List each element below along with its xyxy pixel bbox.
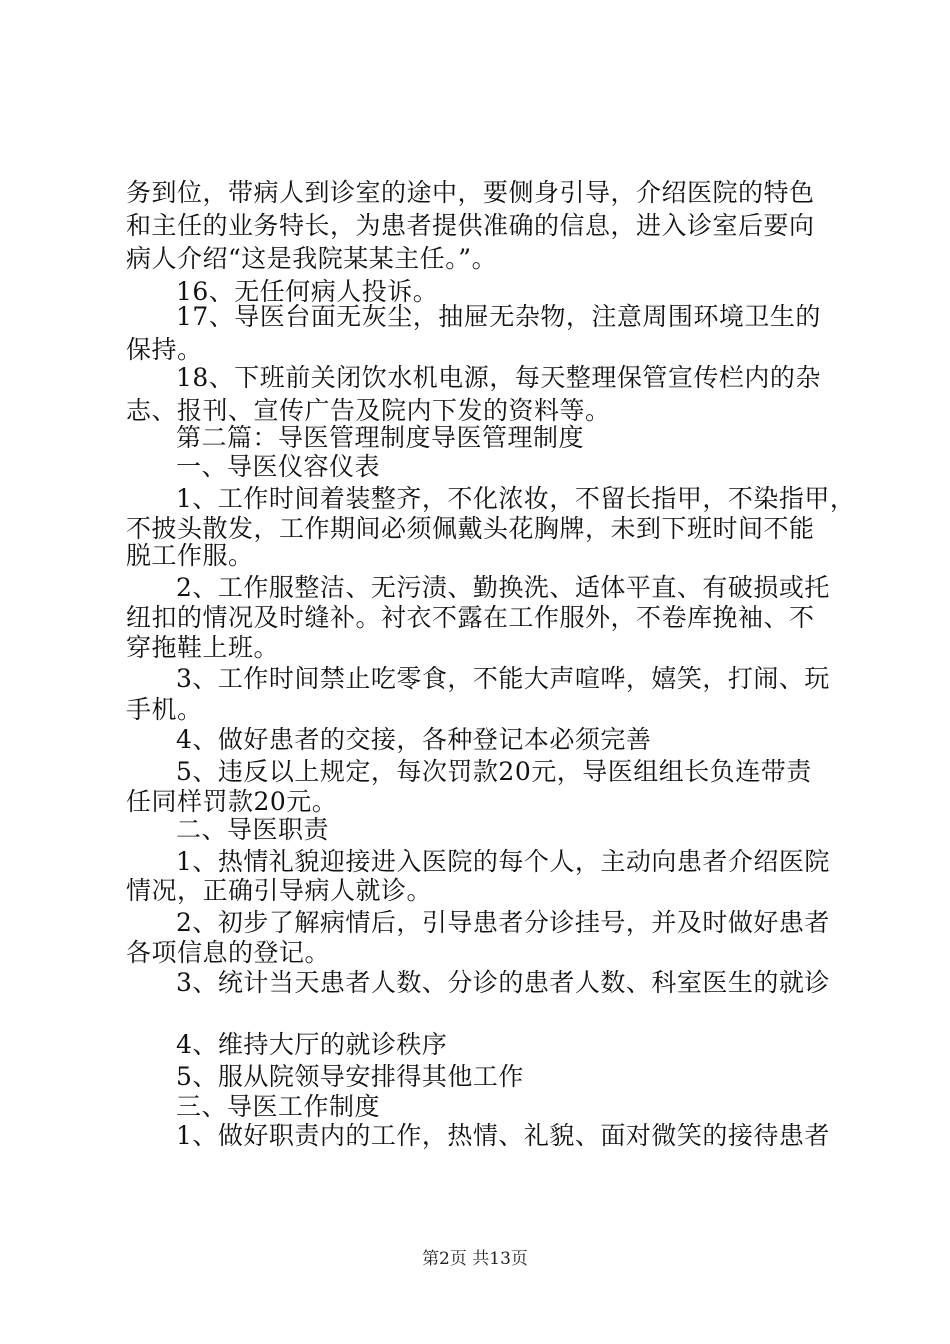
- section-heading: 第二篇：导医管理制度导医管理制度: [176, 423, 585, 452]
- text-line: 16、无任何病人投诉。: [176, 277, 439, 306]
- text-line: 手机。: [126, 695, 203, 724]
- text-line: 保持。: [126, 335, 203, 364]
- text-line: 18、下班前关闭饮水机电源，每天整理保管宣传栏内的杂: [176, 363, 821, 392]
- text-line: 5、服从院领导安排得其他工作: [176, 1062, 524, 1091]
- text-line: 务到位，带病人到诊室的途中，要侧身引导，介绍医院的特色: [126, 178, 815, 207]
- text-line: 17、导医台面无灰尘，抽屉无杂物，注意周围环境卫生的: [176, 302, 821, 331]
- text-line: 3、统计当天患者人数、分诊的患者人数、科室医生的就诊: [176, 968, 830, 997]
- text-line: 1、工作时间着装整齐，不化浓妆，不留长指甲，不染指甲，: [176, 484, 856, 513]
- text-line: 2、工作服整洁、无污渍、勤换洗、适体平直、有破损或托: [176, 573, 830, 602]
- text-line: 5、违反以上规定，每次罚款20元，导医组组长负连带责: [176, 757, 812, 786]
- text-line: 志、报刊、宣传广告及院内下发的资料等。: [126, 396, 611, 425]
- text-line: 4、维持大厅的就诊秩序: [176, 1030, 448, 1059]
- text-line: 任同样罚款20元。: [126, 787, 338, 816]
- text-line: 情况，正确引导病人就诊。: [126, 876, 433, 905]
- text-line: 2、初步了解病情后，引导患者分诊挂号，并及时做好患者: [176, 908, 830, 937]
- text-line: 脱工作服。: [126, 541, 254, 570]
- subsection-heading: 二、导医职责: [176, 815, 330, 844]
- text-line: 各项信息的登记。: [126, 938, 331, 967]
- text-line: 纽扣的情况及时缝补。衬衣不露在工作服外，不卷库挽袖、不: [126, 603, 815, 632]
- text-line: 不披头散发，工作期间必须佩戴头花胸牌，未到下班时间不能: [126, 514, 815, 543]
- text-line: 和主任的业务特长，为患者提供准确的信息，进入诊室后要向: [126, 211, 815, 240]
- text-line: 病人介绍“这是我院某某主任。”。: [126, 244, 498, 273]
- text-line: 1、做好职责内的工作，热情、礼貌、面对微笑的接待患者: [176, 1121, 830, 1150]
- subsection-heading: 一、导医仪容仪表: [176, 452, 381, 481]
- text-line: 穿拖鞋上班。: [126, 633, 280, 662]
- text-line: 3、工作时间禁止吃零食，不能大声喧哗，嬉笑，打闹、玩: [176, 664, 830, 693]
- text-line: 4、做好患者的交接，各种登记本必须完善: [176, 725, 652, 754]
- page-footer: 第2页 共13页: [422, 1249, 528, 1269]
- text-line: 1、热情礼貌迎接进入医院的每个人，主动向患者介绍医院: [176, 847, 830, 876]
- subsection-heading: 三、导医工作制度: [176, 1092, 381, 1121]
